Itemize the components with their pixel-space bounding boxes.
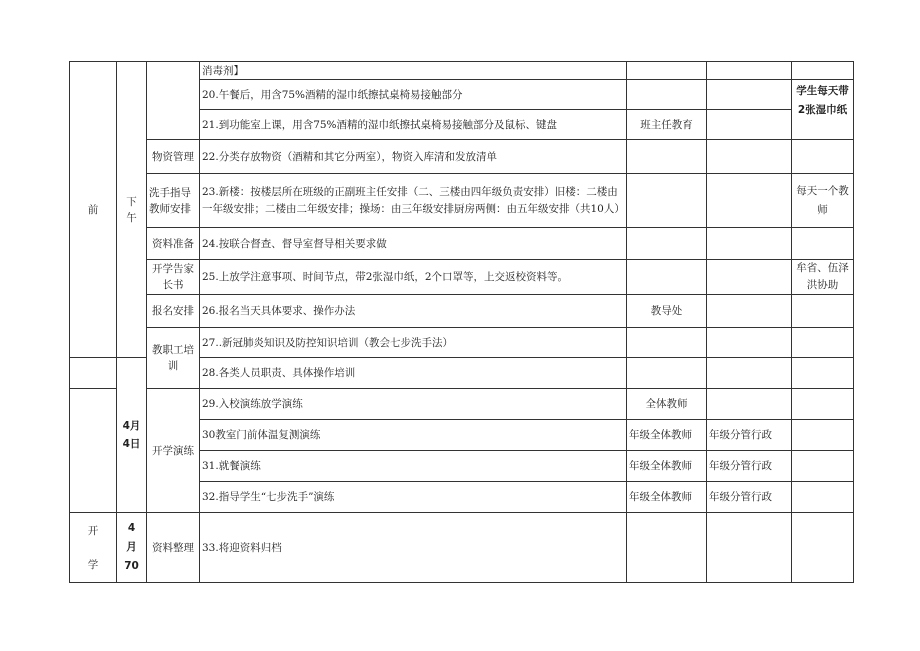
lead-30: 年级分管行政 [707, 420, 792, 451]
task-24: 24.按联合督查、督导室督导相关要求做 [200, 228, 627, 260]
lead-32: 年级分管行政 [707, 482, 792, 513]
category-letter: 开学告家长书 [147, 260, 200, 295]
note-cell [792, 358, 854, 389]
phase-open-bottom: 学 [87, 558, 99, 571]
responsible-21: 班主任教育 [627, 110, 707, 140]
responsible-cell [627, 358, 707, 389]
task-21: 21.到功能室上课，用含75%酒精的湿巾纸擦拭桌椅易接触部分及鼠标、键盘 [200, 110, 627, 140]
category-cell-empty [147, 62, 200, 140]
lead-cell [707, 260, 792, 295]
time-label-afternoon: 下 午 [126, 195, 137, 224]
responsible-cell [627, 174, 707, 228]
category-drill: 开学演练 [147, 389, 200, 513]
responsible-32: 年级全体教师 [627, 482, 707, 513]
category-registration: 报名安排 [147, 295, 200, 328]
phase-cell-empty [70, 389, 117, 513]
table-row [70, 228, 854, 260]
responsible-cell [627, 513, 707, 583]
task-28: 28.各类人员职责、具体操作培训 [200, 358, 627, 389]
task-32: 32.指导学生“七步洗手”演练 [200, 482, 627, 513]
responsible-cell [627, 140, 707, 174]
note-cell [792, 389, 854, 420]
lead-cell [707, 174, 792, 228]
note-cell [792, 328, 854, 358]
schedule-table [69, 61, 854, 583]
category-archive: 资料整理 [147, 513, 200, 583]
lead-cell [707, 389, 792, 420]
table-row [70, 295, 854, 328]
time-cell-apr-last [117, 513, 147, 583]
table-row [70, 140, 854, 174]
task-25: 25.上放学注意事项、时间节点，带2张湿巾纸，2个口罩等，上交返校资料等。 [200, 260, 627, 295]
note-cell [792, 62, 854, 80]
phase-cell-open [70, 513, 117, 583]
note-cell [792, 482, 854, 513]
responsible-cell [627, 260, 707, 295]
note-wipes: 学生每天带2张湿巾纸 [792, 80, 854, 140]
note-cell [792, 451, 854, 482]
responsible-30: 年级全体教师 [627, 420, 707, 451]
responsible-cell [627, 228, 707, 260]
lead-cell [707, 62, 792, 80]
table-row [70, 260, 854, 295]
note-cell [792, 513, 854, 583]
category-handwash: 洗手指导教师安排 [147, 174, 200, 228]
time-label-apr-last: 4 月 70 [124, 522, 139, 572]
responsible-cell [627, 328, 707, 358]
time-label-apr4: 4月 4日 [122, 420, 141, 450]
task-29: 29.入校演练放学演练 [200, 389, 627, 420]
task-20: 20.午餐后，用含75%酒精的湿巾纸擦拭桌椅易接触部分 [200, 80, 627, 110]
lead-cell [707, 328, 792, 358]
responsible-cell [627, 62, 707, 80]
responsible-29: 全体教师 [627, 389, 707, 420]
task-30: 30教室门前体温复测演练 [200, 420, 627, 451]
lead-cell [707, 228, 792, 260]
category-materials: 资料准备 [147, 228, 200, 260]
task-31: 31.就餐演练 [200, 451, 627, 482]
note-assist: 牟省、伍泽洪协助 [792, 260, 854, 295]
lead-cell [707, 110, 792, 140]
table-row [70, 513, 854, 583]
task-23: 23.新楼：按楼层所在班级的正副班主任安排（二、三楼由四年级负责安排）旧楼：二楼由一年级安排；二楼由二年级安排；操场：由三年级安排厨房两侧：由五年级安排（共10人） [200, 174, 627, 228]
lead-cell [707, 295, 792, 328]
table-row [70, 389, 854, 420]
responsible-31: 年级全体教师 [627, 451, 707, 482]
lead-cell [707, 80, 792, 110]
task-26: 26.报名当天具体要求、操作办法 [200, 295, 627, 328]
responsible-26: 教导处 [627, 295, 707, 328]
category-supplies: 物资管理 [147, 140, 200, 174]
task-22: 22.分类存放物资（酒精和其它分两室），物资入库清和发放清单 [200, 140, 627, 174]
lead-31: 年级分管行政 [707, 451, 792, 482]
note-cell [792, 295, 854, 328]
task-27: 27..新冠肺炎知识及防控知识培训（教会七步洗手法） [200, 328, 627, 358]
note-cell [792, 140, 854, 174]
category-staff-training: 教职工培训 [147, 328, 200, 389]
phase-cell-before: 前 [70, 62, 117, 358]
time-cell-afternoon [117, 62, 147, 358]
note-cell [792, 420, 854, 451]
table-row [70, 328, 854, 358]
lead-cell [707, 358, 792, 389]
table-row [70, 174, 854, 228]
note-one-teacher: 每天一个教师 [792, 174, 854, 228]
note-cell [792, 228, 854, 260]
time-cell-apr4 [117, 358, 147, 513]
lead-cell [707, 513, 792, 583]
task-33: 33.将迎资料归档 [200, 513, 627, 583]
table-row [70, 62, 854, 80]
responsible-cell [627, 80, 707, 110]
phase-open-top: 开 [87, 524, 99, 537]
lead-cell [707, 140, 792, 174]
time-cell-empty [70, 358, 117, 389]
task-19-continued: 消毒剂】 [200, 62, 627, 80]
